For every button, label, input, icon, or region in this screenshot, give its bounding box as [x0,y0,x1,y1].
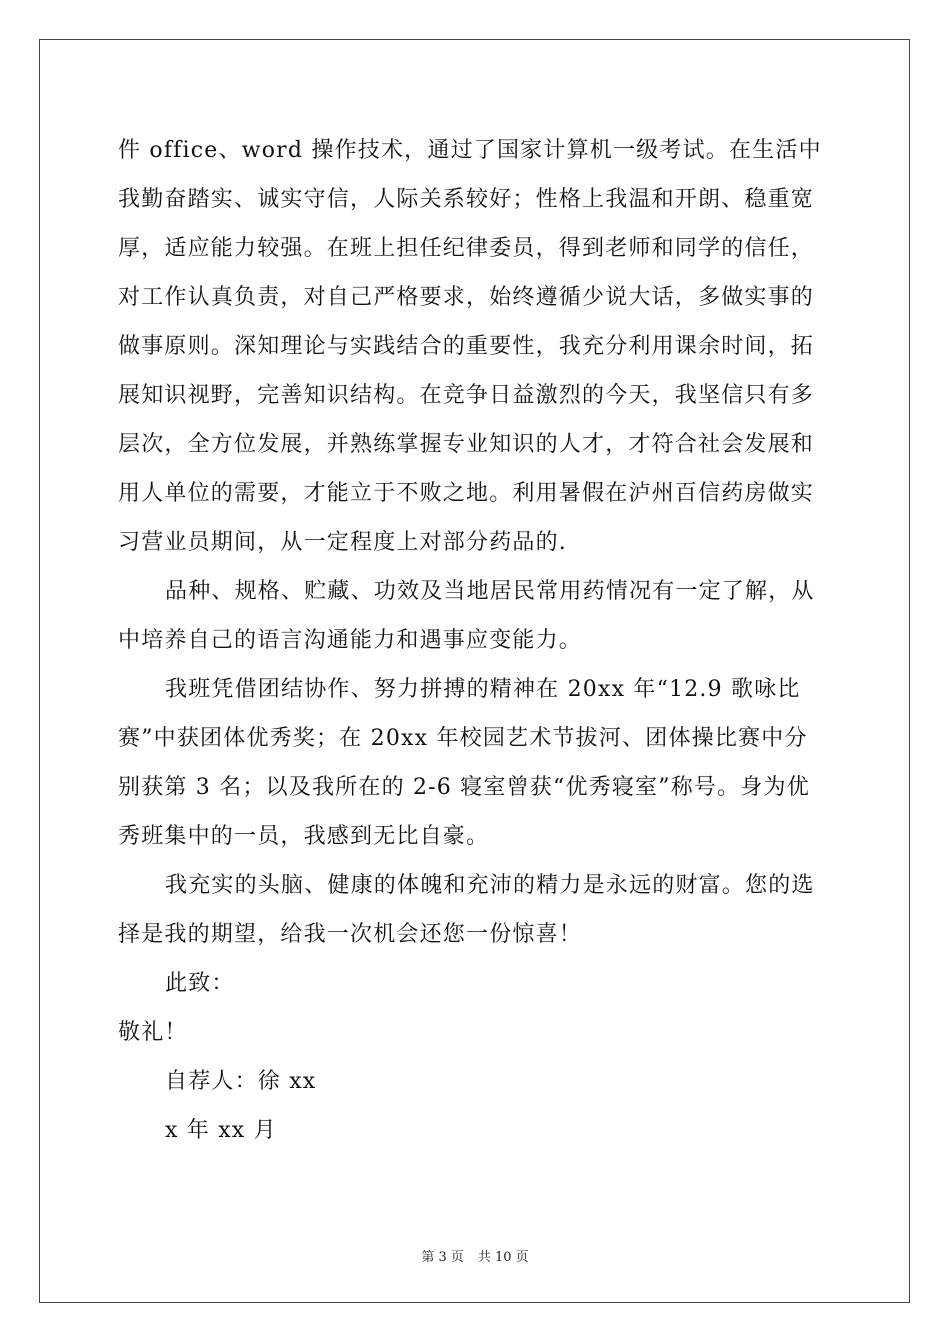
paragraph-start: 我充实的头脑、健康的体魄和充沛的精力是永远的财富。您的选 [165,873,815,898]
paragraph-start: 品种、规格、贮藏、功效及当地居民常用药情况有一定了解，从 [165,579,815,604]
text-line: 习营业员期间，从一定程度上对部分药品的. [118,530,567,555]
page-number: 第 3 页 [421,1250,464,1265]
page-total: 共 10 页 [477,1250,529,1265]
text-line: 对工作认真负责，对自己严格要求，始终遵循少说大话，多做实事的 [118,285,815,310]
date: x 年 xx 月 [165,1118,277,1143]
text-line: 件 office、word 操作技术，通过了国家计算机一级考试。在生活中 [118,138,822,163]
text-line: 展知识视野，完善知识结构。在竞争日益激烈的今天，我坚信只有多 [118,383,815,408]
text-line: 秀班集中的一员，我感到无比自豪。 [118,824,490,849]
text-line: 择是我的期望，给我一次机会还您一份惊喜！ [118,922,583,947]
text-line: 用人单位的需要，才能立于不败之地。利用暑假在泸州百信药房做实 [118,481,815,506]
signature: 自荐人：徐 xx [165,1069,317,1094]
paragraph-start: 我班凭借团结协作、努力拼搏的精神在 20xx 年“12.9 歌咏比 [165,677,801,702]
letter-body [118,126,838,1155]
text-line: 中培养自己的语言沟通能力和遇事应变能力。 [118,628,583,653]
text-line: 赛”中获团体优秀奖；在 20xx 年校园艺术节拔河、团体操比赛中分 [118,726,808,751]
text-line: 别获第 3 名；以及我所在的 2-6 寝室曾获“优秀寝室”称号。身为优 [118,775,810,800]
text-line: 做事原则。深知理论与实践结合的重要性，我充分利用课余时间，拓 [118,334,815,359]
text-line: 层次，全方位发展，并熟练掌握专业知识的人才，才符合社会发展和 [118,432,815,457]
text-line: 我勤奋踏实、诚实守信，人际关系较好；性格上我温和开朗、稳重宽 [118,187,815,212]
closing-salutation: 此致： [165,971,235,996]
page-footer [0,1246,950,1265]
text-line: 厚，适应能力较强。在班上担任纪律委员，得到老师和同学的信任， [118,236,815,261]
closing-regards: 敬礼！ [118,1020,188,1045]
